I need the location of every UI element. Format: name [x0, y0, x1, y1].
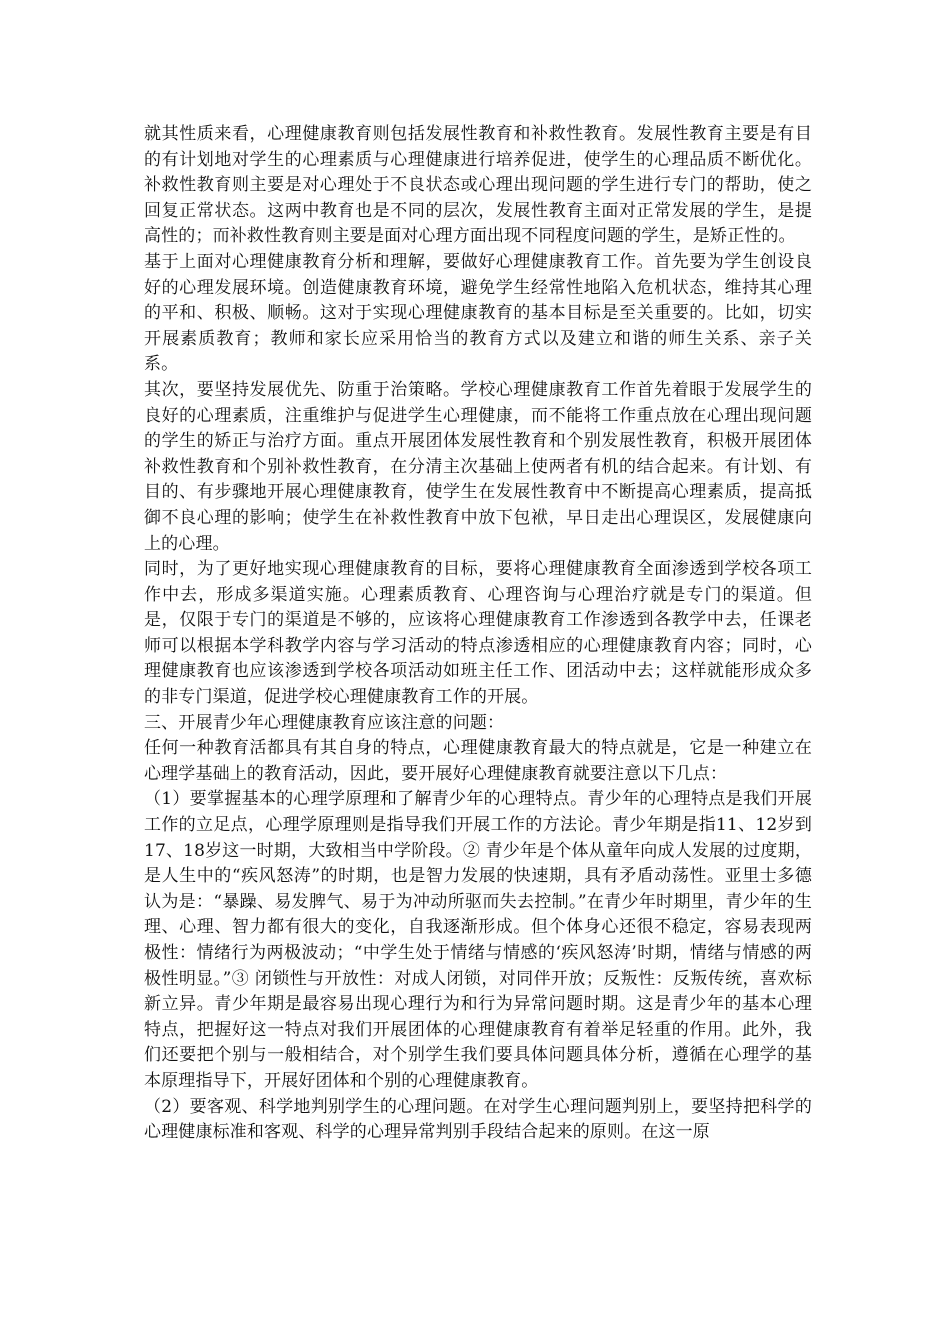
paragraph-features: 任何一种教育活都具有其自身的特点，心理健康教育最大的特点就是，它是一种建立在心理学基础上的教育活动，因此，要开展好心理健康教育就要注意以下几点：: [144, 738, 812, 784]
paragraph-point-two: （2）要客观、科学地判别学生的心理问题。在对学生心理问题判别上，要坚持把科学的心理健康标准和客观、科学的心理异常判别手段结合起来的原则。在这一原: [144, 1096, 812, 1143]
paragraph-multi-channel: 同时，为了更好地实现心理健康教育的目标，要将心理健康教育全面渗透到学校各项工作中去，形成多渠道实施。心理素质教育、心理咨询与心理治疗就是专门的渠道。但是，仅限于专门的渠道是不够的，应该将心理健康教育工作渗透到各教学中去，任课老师可以根据本学科教学内容与学习活动的特点渗透相应的心理健康教育内容；同时，心理健康教育也应该渗透到学校各项活动如班主任工作、团活动中去；这样就能形成众多的非专门渠道，促进学校心理健康教育工作的开展。: [144, 559, 812, 708]
paragraph-point-one: （1）要掌握基本的心理学原理和了解青少年的心理特点。青少年的心理特点是我们开展工作的立足点，心理学原理则是指导我们开展工作的方法论。青少年期是指11、12岁到17、18岁这一时期，大致相当中学阶段。② 青少年是个体从童年向成人发展的过度期，是人生中的“疾风怒涛”的时期，也是智力发展的快速期，具有矛盾动荡性。亚里士多德认为是：“暴躁、易发脾气、易于为冲动所驱而失去控制。”在青少年时期里，青少年的生理、心理、智力都有很大的变化，自我逐渐形成。但个体身心还很不稳定，容易表现两极性：情绪行为两极波动；“中学生处于情绪与情感的‘疾风怒涛’时期，情绪与情感的两极性明显。”③ 闭锁性与开放性：对成人闭锁，对同伴开放；反叛性：反叛传统，喜欢标新立异。青少年期是最容易出现心理行为和行为异常问题时期。这是青少年的基本心理特点，把握好这一特点对我们开展团体的心理健康教育有着举足轻重的作用。此外，我们还要把个别与一般相结合，对个别学生我们要具体问题具体分析，遵循在心理学的基本原理指导下，开展好团体和个别的心理健康教育。: [144, 789, 812, 1091]
paragraph-environment: 基于上面对心理健康教育分析和理解，要做好心理健康教育工作。首先要为学生创设良好的心理发展环境。创造健康教育环境，避免学生经常性地陷入危机状态，维持其心理的平和、积极、顺畅。这对于实现心理健康教育的基本目标是至关重要的。比如，切实开展素质教育；教师和家长应采用恰当的教育方式以及建立和谐的师生关系、亲子关系。: [144, 251, 812, 375]
paragraph-development-priority: 其次，要坚持发展优先、防重于治策略。学校心理健康教育工作首先着眼于发展学生的良好的心理素质，注重维护与促进学生心理健康，而不能将工作重点放在心理出现问题的学生的矫正与治疗方面。重点开展团体发展性教育和个别发展性教育，积极开展团体补救性教育和个别补救性教育，在分清主次基础上使两者有机的结合起来。有计划、有目的、有步骤地开展心理健康教育，使学生在发展性教育中不断提高心理素质，提高抵御不良心理的影响；使学生在补救性教育中放下包袱，早日走出心理误区，发展健康向上的心理。: [144, 379, 812, 554]
section-heading-three: 三、开展青少年心理健康教育应该注意的问题：: [144, 712, 505, 733]
paragraph-nature-of-education: 就其性质来看，心理健康教育则包括发展性教育和补救性教育。发展性教育主要是有目的有计划地对学生的心理素质与心理健康进行培养促进，使学生的心理品质不断优化。补救性教育则主要是对心理处于不良状态或心理出现问题的学生进行专门的帮助，使之回复正常状态。这两中教育也是不同的层次，发展性教育主面对正常发展的学生，是提高性的；而补救性教育则主要是面对心理方面出现不同程度问题的学生，是矫正性的。: [144, 124, 812, 247]
document-body: [144, 122, 812, 1146]
